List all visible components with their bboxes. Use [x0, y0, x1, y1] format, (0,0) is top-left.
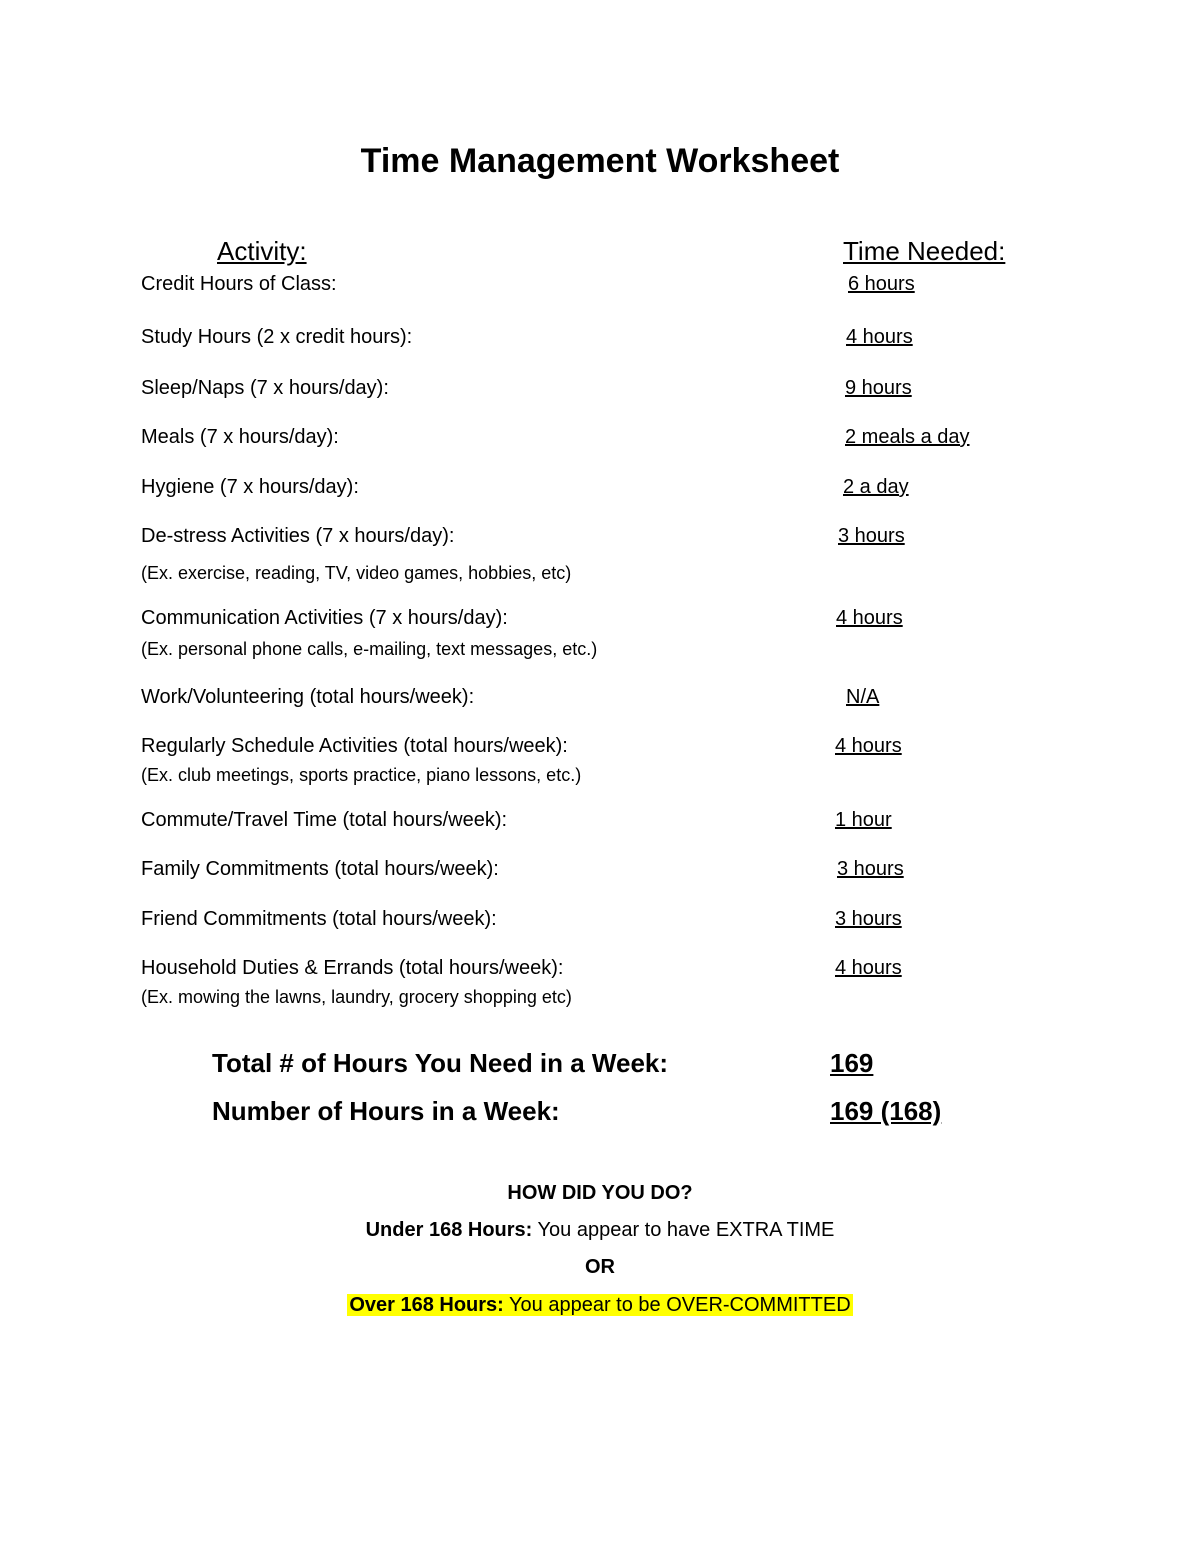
row-value-sleep: 9 hours	[845, 377, 912, 399]
row-value-meals: 2 meals a day	[845, 426, 970, 448]
total-need-label: Total # of Hours You Need in a Week:	[212, 1048, 669, 1078]
row-label-regular-activities: Regularly Schedule Activities (total hours/week):	[141, 735, 568, 757]
row-value-household: 4 hours	[835, 957, 902, 979]
row-label-hygiene: Hygiene (7 x hours/day):	[141, 476, 359, 498]
row-value-regular-activities: 4 hours	[835, 735, 902, 757]
row-value-hygiene: 2 a day	[843, 476, 909, 498]
row-value-family: 3 hours	[837, 858, 904, 880]
result-over-line	[0, 1292, 1200, 1318]
row-note-household: (Ex. mowing the lawns, laundry, grocery shopping etc)	[141, 987, 572, 1007]
row-label-friend: Friend Commitments (total hours/week):	[141, 908, 497, 930]
row-value-communication: 4 hours	[836, 607, 903, 629]
result-over-label: Over 168 Hours:	[349, 1294, 504, 1316]
row-note-destress: (Ex. exercise, reading, TV, video games, hobbies, etc)	[141, 563, 572, 583]
result-under-label: Under 168 Hours:	[365, 1219, 533, 1241]
result-or-text: OR	[585, 1256, 615, 1278]
result-or	[0, 1254, 1200, 1280]
result-question-text: HOW DID YOU DO?	[507, 1182, 693, 1204]
row-value-destress: 3 hours	[838, 525, 905, 547]
row-label-credit-hours: Credit Hours of Class:	[141, 273, 337, 295]
result-over-text: You appear to be OVER-COMMITTED	[503, 1294, 851, 1316]
row-label-work: Work/Volunteering (total hours/week):	[141, 686, 475, 708]
row-value-commute: 1 hour	[835, 809, 892, 831]
row-value-friend: 3 hours	[835, 908, 902, 930]
row-label-sleep: Sleep/Naps (7 x hours/day):	[141, 377, 389, 399]
total-need-value: 169	[830, 1048, 874, 1078]
result-under-text: You appear to have EXTRA TIME	[532, 1219, 835, 1241]
row-label-household: Household Duties & Errands (total hours/week):	[141, 957, 564, 979]
row-value-study-hours: 4 hours	[846, 326, 913, 348]
row-label-commute: Commute/Travel Time (total hours/week):	[141, 809, 508, 831]
activity-header: Activity:	[217, 236, 307, 266]
time-needed-header: Time Needed:	[843, 236, 1006, 266]
result-under-line	[0, 1217, 1200, 1243]
row-value-work: N/A	[846, 686, 880, 708]
total-week-label: Number of Hours in a Week:	[212, 1096, 560, 1126]
row-label-meals: Meals (7 x hours/day):	[141, 426, 339, 448]
row-label-destress: De-stress Activities (7 x hours/day):	[141, 525, 455, 547]
page-title: Time Management Worksheet	[360, 142, 840, 180]
row-label-study-hours: Study Hours (2 x credit hours):	[141, 326, 413, 348]
row-note-communication: (Ex. personal phone calls, e-mailing, text messages, etc.)	[141, 639, 598, 659]
row-label-communication: Communication Activities (7 x hours/day):	[141, 607, 508, 629]
result-question	[0, 1180, 1200, 1206]
row-value-credit-hours: 6 hours	[848, 273, 915, 295]
row-label-family: Family Commitments (total hours/week):	[141, 858, 499, 880]
result-over-highlight	[347, 1294, 852, 1316]
row-note-regular-activities: (Ex. club meetings, sports practice, piano lessons, etc.)	[141, 765, 582, 785]
total-week-value: 169 (168)	[830, 1096, 942, 1126]
